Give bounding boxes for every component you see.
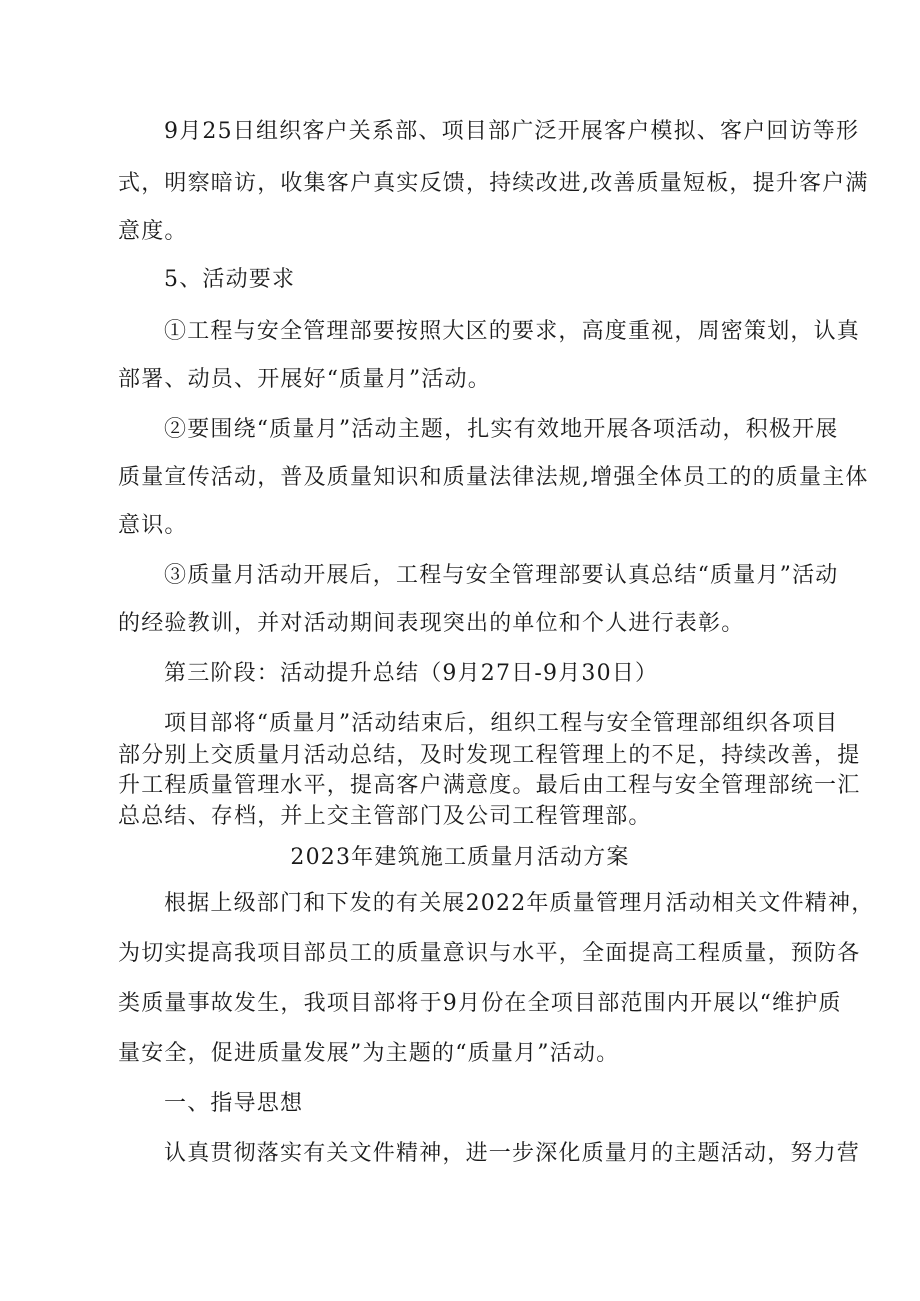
section-heading: 一、指导思想	[164, 1091, 304, 1116]
paragraph-line: 为切实提高我项目部员工的质量意识与水平，全面提高工程质量，预防各	[118, 941, 861, 966]
paragraph-line: 类质量事故发生，我项目部将于9月份在全项目部范围内开展以“维护质	[118, 991, 842, 1016]
paragraph-line: 部分别上交质量月活动总结，及时发现工程管理上的不足，持续改善，提	[118, 743, 861, 768]
paragraph-line: 量安全，促进质量发展”为主题的“质量月”活动。	[118, 1041, 620, 1066]
paragraph-line: 总总结、存档，并上交主管部门及公司工程管理部。	[118, 804, 652, 829]
paragraph-line: ③质量月活动开展后，工程与安全管理部要认真总结“质量月”活动	[164, 563, 839, 588]
paragraph-line: 9月25日组织客户关系部、项目部广泛开展客户模拟、客户回访等形	[164, 119, 860, 144]
stage-heading: 第三阶段：活动提升总结（9月27日-9月30日）	[164, 661, 659, 686]
paragraph-line: 意识。	[118, 513, 188, 538]
paragraph-line: 升工程质量管理水平，提高客户满意度。最后由工程与安全管理部统一汇	[118, 773, 861, 798]
paragraph-line: ②要围绕“质量月”活动主题，扎实有效地开展各项活动，积极开展	[164, 417, 839, 442]
paragraph-line: 意度。	[118, 219, 188, 244]
paragraph-line: 项目部将“质量月”活动结束后，组织工程与安全管理部组织各项目	[164, 711, 839, 736]
paragraph-line: 的经验教训，并对活动期间表现突出的单位和个人进行表彰。	[118, 611, 745, 636]
paragraph-line: 质量宣传活动，普及质量知识和质量法律法规,增强全体员工的的质量主体	[118, 465, 869, 490]
paragraph-line: 部署、动员、开展好“质量月”活动。	[118, 367, 491, 392]
section-heading: 5、活动要求	[164, 267, 296, 292]
paragraph-line: 认真贯彻落实有关文件精神，进一步深化质量月的主题活动，努力营	[164, 1141, 861, 1166]
document-title: 2023年建筑施工质量月活动方案	[290, 845, 630, 870]
paragraph-line: 式，明察暗访，收集客户真实反馈，持续改进,改善质量短板，提升客户满	[118, 171, 869, 196]
paragraph-line: 根据上级部门和下发的有关展2022年质量管理月活动相关文件精神，	[164, 891, 875, 916]
paragraph-line: ①工程与安全管理部要按照大区的要求，高度重视，周密策划，认真	[164, 319, 861, 344]
